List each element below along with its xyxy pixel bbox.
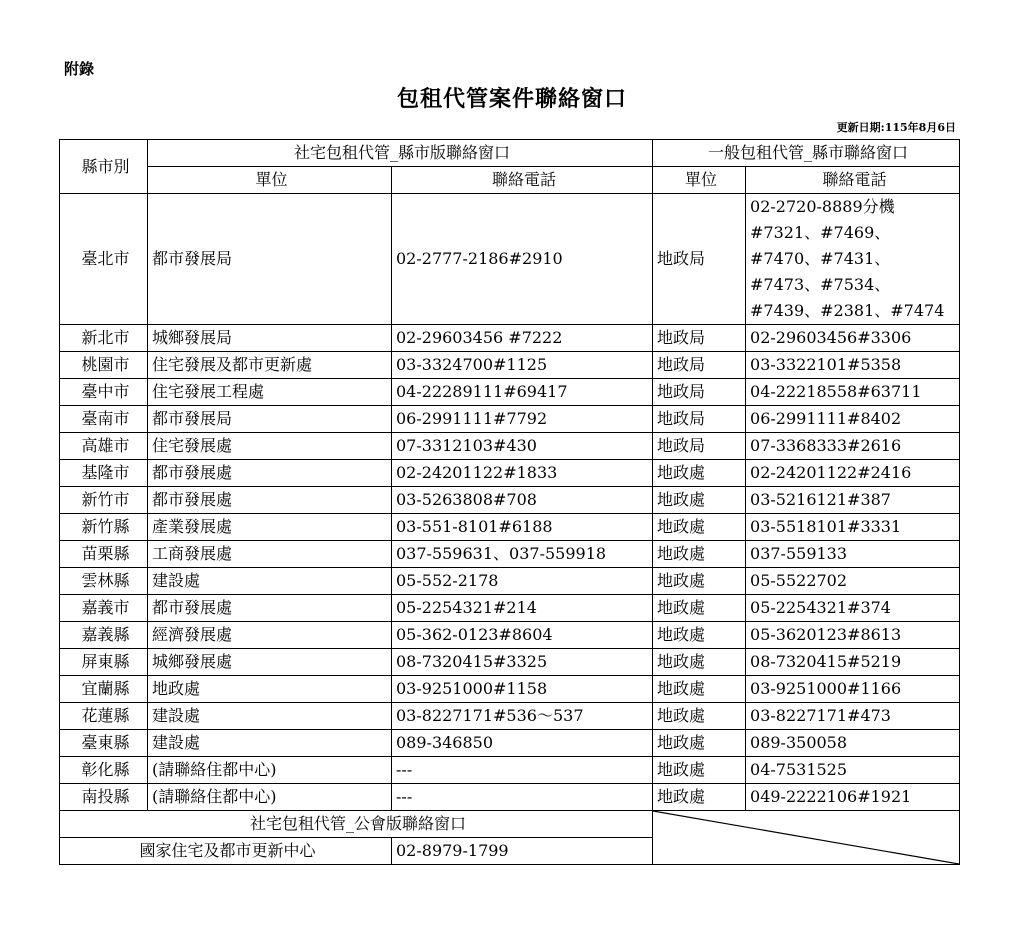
county-cell: 屏東縣 bbox=[60, 649, 148, 676]
general-phone-cell: 049-2222106#1921 bbox=[746, 784, 960, 811]
social-unit-cell: 城鄉發展處 bbox=[148, 649, 392, 676]
social-unit-cell: 住宅發展及都市更新處 bbox=[148, 352, 392, 379]
table-row bbox=[60, 568, 960, 595]
phone-line: #7473、#7534、 bbox=[750, 275, 891, 294]
county-cell: 新竹縣 bbox=[60, 514, 148, 541]
general-phone-cell: 089-350058 bbox=[746, 730, 960, 757]
general-phone-cell: 03-8227171#473 bbox=[746, 703, 960, 730]
general-unit-cell: 地政處 bbox=[653, 676, 746, 703]
social-phone-cell: 089-346850 bbox=[392, 730, 653, 757]
appendix-label: 附錄 bbox=[64, 60, 95, 78]
general-phone-cell: 05-2254321#374 bbox=[746, 595, 960, 622]
county-cell: 基隆市 bbox=[60, 460, 148, 487]
diagonal-line bbox=[653, 811, 959, 864]
general-phone-cell: 03-9251000#1166 bbox=[746, 676, 960, 703]
social-phone-header: 聯絡電話 bbox=[392, 167, 653, 194]
social-phone-cell: 05-362-0123#8604 bbox=[392, 622, 653, 649]
county-cell: 南投縣 bbox=[60, 784, 148, 811]
social-phone-cell: 05-2254321#214 bbox=[392, 595, 653, 622]
social-unit-cell: 都市發展處 bbox=[148, 487, 392, 514]
table-row bbox=[60, 541, 960, 568]
social-unit-cell: 城鄉發展局 bbox=[148, 325, 392, 352]
social-unit-header: 單位 bbox=[148, 167, 392, 194]
social-phone-cell: 03-9251000#1158 bbox=[392, 676, 653, 703]
general-phone-header: 聯絡電話 bbox=[746, 167, 960, 194]
table-row bbox=[60, 406, 960, 433]
social-phone-cell: 03-5263808#708 bbox=[392, 487, 653, 514]
county-cell: 嘉義縣 bbox=[60, 622, 148, 649]
general-unit-cell: 地政處 bbox=[653, 649, 746, 676]
phone-line: #7439、#2381、#7474 bbox=[750, 301, 945, 320]
county-cell: 苗栗縣 bbox=[60, 541, 148, 568]
social-phone-cell: 03-8227171#536～537 bbox=[392, 703, 653, 730]
guild-unit-cell: 國家住宅及都市更新中心 bbox=[60, 838, 392, 865]
general-phone-cell: 04-22218558#63711 bbox=[746, 379, 960, 406]
county-cell: 彰化縣 bbox=[60, 757, 148, 784]
header-row-groups bbox=[60, 140, 960, 167]
social-unit-cell: 都市發展處 bbox=[148, 595, 392, 622]
header-row-columns bbox=[60, 167, 960, 194]
county-cell: 高雄市 bbox=[60, 433, 148, 460]
social-unit-cell: 建設處 bbox=[148, 703, 392, 730]
general-phone-cell: 07-3368333#2616 bbox=[746, 433, 960, 460]
general-unit-cell: 地政處 bbox=[653, 514, 746, 541]
general-phone-cell: 05-3620123#8613 bbox=[746, 622, 960, 649]
general-unit-cell: 地政處 bbox=[653, 568, 746, 595]
phone-line: #7321、#7469、 bbox=[750, 223, 891, 242]
general-phone-cell: 03-3322101#5358 bbox=[746, 352, 960, 379]
county-cell: 雲林縣 bbox=[60, 568, 148, 595]
table-row bbox=[60, 487, 960, 514]
social-unit-cell: 都市發展局 bbox=[148, 194, 392, 325]
table-row bbox=[60, 433, 960, 460]
social-phone-cell: 02-24201122#1833 bbox=[392, 460, 653, 487]
social-phone-cell: 06-2991111#7792 bbox=[392, 406, 653, 433]
social-phone-cell: 03-3324700#1125 bbox=[392, 352, 653, 379]
table-row bbox=[60, 622, 960, 649]
social-unit-cell: 都市發展處 bbox=[148, 460, 392, 487]
general-phone-cell: 03-5518101#3331 bbox=[746, 514, 960, 541]
social-unit-cell: 建設處 bbox=[148, 730, 392, 757]
table-row bbox=[60, 676, 960, 703]
contact-table bbox=[59, 139, 960, 865]
social-unit-cell: 地政處 bbox=[148, 676, 392, 703]
table-row bbox=[60, 730, 960, 757]
general-unit-cell: 地政局 bbox=[653, 325, 746, 352]
general-phone-cell: 03-5216121#387 bbox=[746, 487, 960, 514]
update-date: 更新日期:115年8月6日 bbox=[836, 121, 956, 134]
general-phone-cell bbox=[746, 194, 960, 325]
county-cell: 花蓮縣 bbox=[60, 703, 148, 730]
county-cell: 宜蘭縣 bbox=[60, 676, 148, 703]
general-unit-cell: 地政處 bbox=[653, 703, 746, 730]
general-unit-cell: 地政局 bbox=[653, 352, 746, 379]
general-group-header: 一般包租代管_縣市聯絡窗口 bbox=[653, 140, 960, 167]
social-unit-cell: 產業發展處 bbox=[148, 514, 392, 541]
phone-line: #7470、#7431、 bbox=[750, 249, 891, 268]
general-unit-cell: 地政處 bbox=[653, 730, 746, 757]
page-title: 包租代管案件聯絡窗口 bbox=[396, 86, 627, 112]
social-phone-cell: 08-7320415#3325 bbox=[392, 649, 653, 676]
table-row bbox=[60, 595, 960, 622]
general-unit-cell: 地政處 bbox=[653, 757, 746, 784]
general-unit-cell: 地政處 bbox=[653, 487, 746, 514]
county-cell: 臺北市 bbox=[60, 194, 148, 325]
guild-phone-cell: 02-8979-1799 bbox=[392, 838, 653, 865]
table-row bbox=[60, 325, 960, 352]
general-unit-cell: 地政局 bbox=[653, 379, 746, 406]
general-unit-cell: 地政處 bbox=[653, 595, 746, 622]
social-phone-cell: 04-22289111#69417 bbox=[392, 379, 653, 406]
social-unit-cell: 都市發展局 bbox=[148, 406, 392, 433]
general-unit-cell: 地政處 bbox=[653, 622, 746, 649]
general-phone-cell: 02-29603456#3306 bbox=[746, 325, 960, 352]
table-row bbox=[60, 460, 960, 487]
general-phone-cell: 08-7320415#5219 bbox=[746, 649, 960, 676]
social-unit-cell: 住宅發展工程處 bbox=[148, 379, 392, 406]
general-unit-cell: 地政處 bbox=[653, 541, 746, 568]
general-unit-cell: 地政處 bbox=[653, 784, 746, 811]
social-phone-cell: 02-2777-2186#2910 bbox=[392, 194, 653, 325]
social-unit-cell: 建設處 bbox=[148, 568, 392, 595]
general-phone-cell: 037-559133 bbox=[746, 541, 960, 568]
social-unit-cell: (請聯絡住都中心) bbox=[148, 757, 392, 784]
table-row bbox=[60, 514, 960, 541]
social-phone-cell: 037-559631、037-559918 bbox=[392, 541, 653, 568]
social-phone-cell: 07-3312103#430 bbox=[392, 433, 653, 460]
social-unit-cell: 經濟發展處 bbox=[148, 622, 392, 649]
table-row-taipei bbox=[60, 194, 960, 325]
social-phone-cell: 03-551-8101#6188 bbox=[392, 514, 653, 541]
general-unit-cell: 地政局 bbox=[653, 194, 746, 325]
table-row bbox=[60, 352, 960, 379]
social-group-header: 社宅包租代管_縣市版聯絡窗口 bbox=[148, 140, 653, 167]
general-phone-cell: 06-2991111#8402 bbox=[746, 406, 960, 433]
county-cell: 新竹市 bbox=[60, 487, 148, 514]
table-row bbox=[60, 703, 960, 730]
social-phone-cell: --- bbox=[392, 784, 653, 811]
general-unit-header: 單位 bbox=[653, 167, 746, 194]
general-unit-cell: 地政局 bbox=[653, 433, 746, 460]
social-phone-cell: 02-29603456 #7222 bbox=[392, 325, 653, 352]
social-phone-cell: 05-552-2178 bbox=[392, 568, 653, 595]
contact-table-body bbox=[60, 140, 960, 865]
general-phone-cell: 04-7531525 bbox=[746, 757, 960, 784]
county-header: 縣市別 bbox=[60, 140, 148, 194]
county-cell: 新北市 bbox=[60, 325, 148, 352]
table-row bbox=[60, 757, 960, 784]
county-cell: 臺南市 bbox=[60, 406, 148, 433]
guild-header-row bbox=[60, 811, 960, 838]
county-cell: 嘉義市 bbox=[60, 595, 148, 622]
table-row bbox=[60, 784, 960, 811]
empty-diagonal-cell bbox=[653, 811, 960, 865]
social-phone-cell: --- bbox=[392, 757, 653, 784]
social-unit-cell: (請聯絡住都中心) bbox=[148, 784, 392, 811]
county-cell: 臺中市 bbox=[60, 379, 148, 406]
table-row bbox=[60, 379, 960, 406]
social-unit-cell: 工商發展處 bbox=[148, 541, 392, 568]
social-unit-cell: 住宅發展處 bbox=[148, 433, 392, 460]
general-phone-cell: 05-5522702 bbox=[746, 568, 960, 595]
general-unit-cell: 地政局 bbox=[653, 406, 746, 433]
county-cell: 桃園市 bbox=[60, 352, 148, 379]
phone-line: 02-2720-8889分機 bbox=[750, 197, 895, 216]
general-phone-cell: 02-24201122#2416 bbox=[746, 460, 960, 487]
general-unit-cell: 地政處 bbox=[653, 460, 746, 487]
guild-header: 社宅包租代管_公會版聯絡窗口 bbox=[60, 811, 653, 838]
county-cell: 臺東縣 bbox=[60, 730, 148, 757]
table-row bbox=[60, 649, 960, 676]
